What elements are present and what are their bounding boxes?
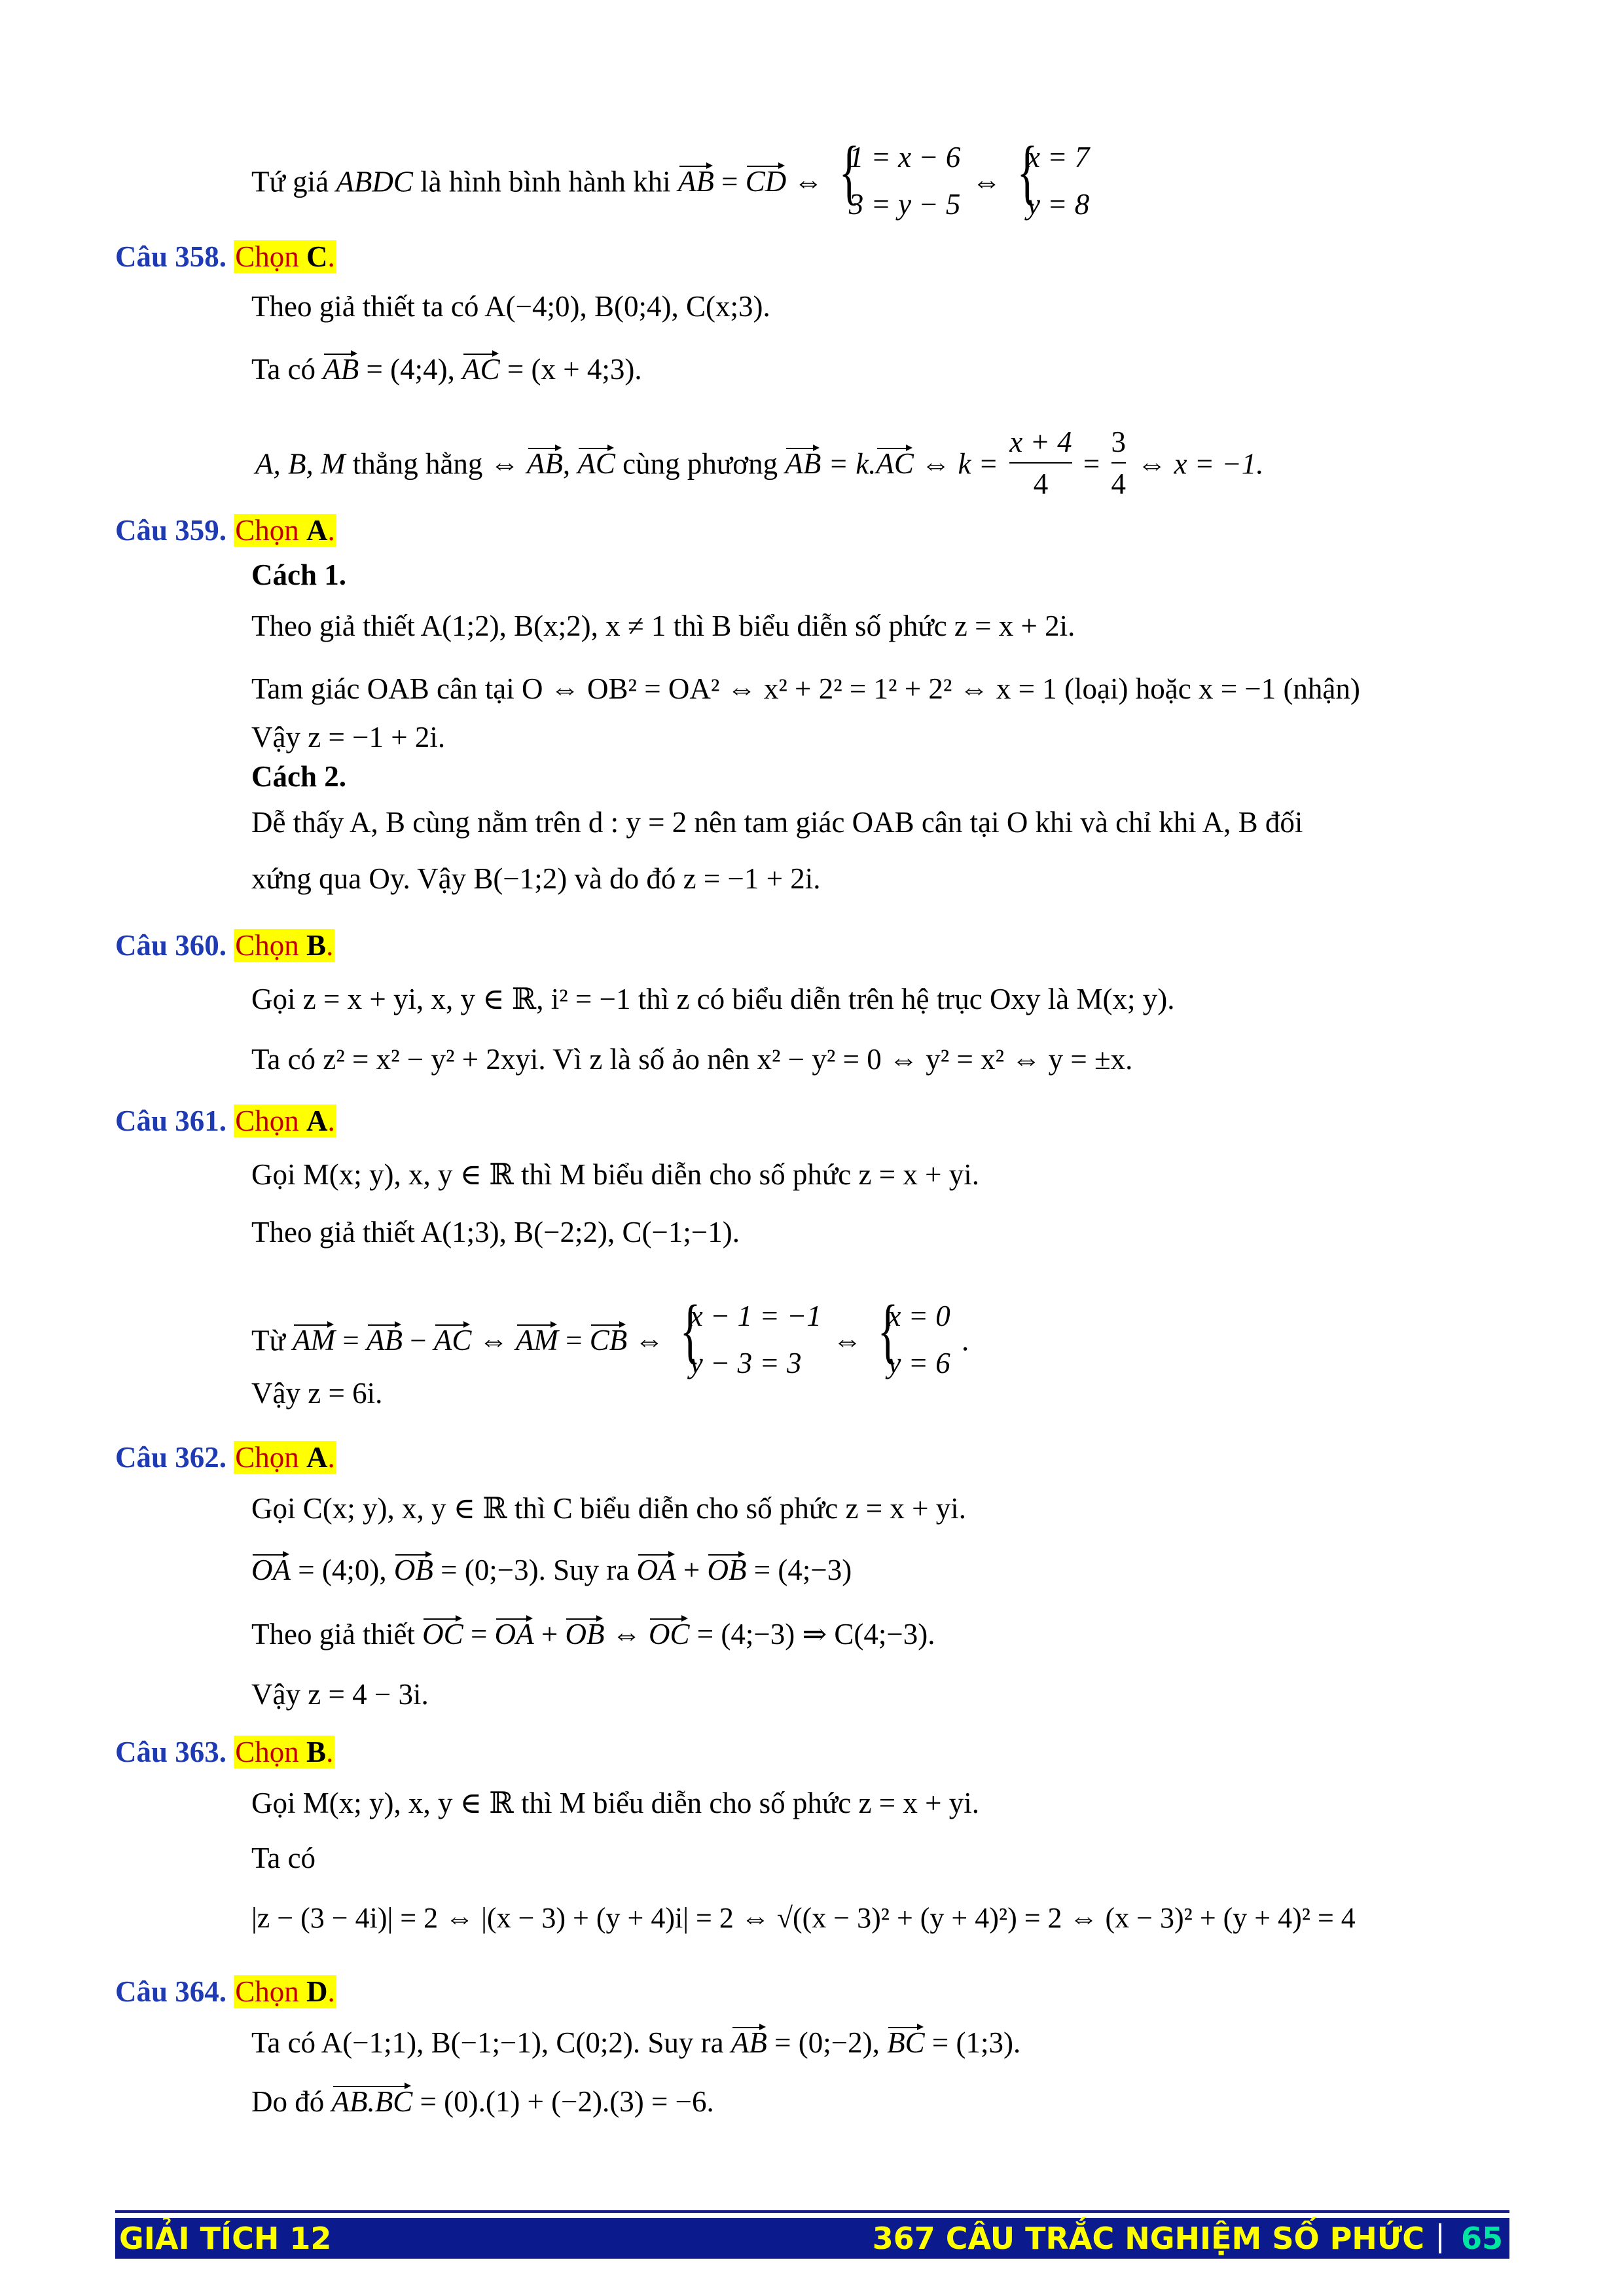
answer-choice: Chọn B. <box>235 929 334 962</box>
system-row: y − 3 = 3 <box>689 1347 802 1379</box>
q363-line-2: Ta có <box>251 1842 316 1874</box>
q360-line-2: Ta có z² = x² − y² + 2xyi. Vì z là số ảo nên x² − y² = 0 ⇔ y² = x² ⇔ y = ±x. <box>251 1043 1133 1076</box>
answer-choice: Chọn D. <box>235 1975 335 2008</box>
q363-line-1: Gọi M(x; y), x, y ∈ ℝ thì M biểu diễn cho số phức z = x + yi. <box>251 1787 979 1819</box>
question-363-header <box>115 1732 334 1772</box>
q364-line-2: Do đó AB.BC = (0).(1) + (−2).(3) = −6. <box>251 2082 714 2121</box>
intro-line: Tứ giá ABDC là hình bình hành khi AB = CD ⇔ { 1 = x − 6 3 = y − 5 ⇔ { x = 7 y = 8 <box>251 137 1093 232</box>
q359-line-5: xứng qua Oy. Vậy B(−1;2) và do đó z = −1 + 2i. <box>251 862 821 895</box>
vector-am: AM <box>293 1321 335 1360</box>
method-1-label: Cách 1. <box>251 558 346 591</box>
question-364-header <box>115 1972 336 2011</box>
vector-cb: CB <box>590 1321 628 1360</box>
vector-ob: OB <box>565 1614 604 1654</box>
q359-line-2: Tam giác OAB cân tại O ⇔ OB² = OA² ⇔ x² + 2² = 1² + 2² ⇔ x = 1 (loại) hoặc x = −1 (nhận) <box>251 672 1360 705</box>
q364-line-1: Ta có A(−1;1), B(−1;−1), C(0;2). Suy ra AB = (0;−2), BC = (1;3). <box>251 2023 1020 2062</box>
vector-oa: OA <box>251 1550 291 1590</box>
system-row: y = 8 <box>1026 188 1090 221</box>
footer-title: 367 CÂU TRẮC NGHIỆM SỐ PHỨC <box>872 2221 1424 2256</box>
q361-line-4: Vậy z = 6i. <box>251 1377 383 1410</box>
footer-separator <box>1439 2223 1441 2253</box>
vector-ab: AB <box>367 1321 403 1360</box>
question-number: Câu 359. <box>115 514 227 547</box>
q361-line-2: Theo giả thiết A(1;3), B(−2;2), C(−1;−1). <box>251 1216 740 1248</box>
question-359-header <box>115 511 336 550</box>
footer-subject: GIẢI TÍCH 12 <box>119 2221 332 2256</box>
q359-line-3: Vậy z = −1 + 2i. <box>251 721 446 754</box>
answer-choice: Chọn A. <box>235 1441 335 1474</box>
q358-line-2: Ta có AB = (4;4), AC = (x + 4;3). <box>251 350 642 389</box>
system-row: y = 6 <box>888 1347 950 1379</box>
vector-ob: OB <box>707 1550 746 1590</box>
q358-line-3: A, B, M thẳng hằng ⇔ AB, AC cùng phương AB = k.AC ⇔ k = $\frac{x + 4}{4}$ = $\frac{3}{4}$ ⇔ x = −1. <box>255 426 1263 508</box>
question-number: Câu 363. <box>115 1736 227 1768</box>
system-2 <box>1013 134 1089 228</box>
vector-ab: AB <box>678 162 714 201</box>
system-row: { 1 = x − 6 <box>848 141 961 173</box>
answer-choice: Chọn A. <box>235 1104 335 1137</box>
vector-am: AM <box>516 1321 558 1360</box>
system-2 <box>873 1292 950 1387</box>
q362-line-1: Gọi C(x; y), x, y ∈ ℝ thì C biểu diễn cho số phức z = x + yi. <box>251 1492 966 1525</box>
vector-ab: AB <box>785 444 821 483</box>
question-358-header <box>115 237 336 276</box>
system-row: { x = 0 <box>888 1300 950 1332</box>
q362-line-2: OA = (4;0), OB = (0;−3). Suy ra OA + OB = (4;−3) <box>251 1550 852 1590</box>
answer-choice: Chọn A. <box>235 514 335 547</box>
vector-ac: AC <box>876 444 914 483</box>
question-number: Câu 364. <box>115 1975 227 2008</box>
method-2-label: Cách 2. <box>251 760 346 793</box>
q361-line-1: Gọi M(x; y), x, y ∈ ℝ thì M biểu diễn cho số phức z = x + yi. <box>251 1158 979 1191</box>
vector-ab: AB <box>527 444 563 483</box>
question-number: Câu 360. <box>115 929 227 962</box>
q359-line-4: Dễ thấy A, B cùng nằm trên d : y = 2 nên tam giác OAB cân tại O khi và chỉ khi A, B đối <box>251 806 1303 839</box>
fraction-2: $\frac{3}{4}$ <box>1111 422 1127 504</box>
q358-line-1: Theo giả thiết ta có A(−4;0), B(0;4), C(x;3). <box>251 290 770 323</box>
question-number: Câu 361. <box>115 1104 227 1137</box>
page-number: 65 <box>1460 2221 1503 2256</box>
vector-cd: CD <box>746 162 787 201</box>
question-number: Câu 362. <box>115 1441 227 1474</box>
answer-choice: Chọn C. <box>235 240 335 273</box>
vector-oc: OC <box>649 1614 690 1654</box>
vector-oc: OC <box>422 1614 463 1654</box>
question-number: Câu 358. <box>115 240 227 273</box>
vector-ab: AB <box>731 2023 767 2062</box>
vector-ob: OB <box>394 1550 433 1590</box>
vector-bc: BC <box>887 2023 925 2062</box>
page-footer <box>115 2218 1509 2259</box>
intro-text: Tứ giá <box>251 165 329 198</box>
vector-ab: AB <box>323 350 359 389</box>
footer-rule <box>115 2210 1509 2213</box>
system-1 <box>676 1292 821 1387</box>
q360-line-1: Gọi z = x + yi, x, y ∈ ℝ, i² = −1 thì z có biểu diễn trên hệ trục Oxy là M(x; y). <box>251 983 1175 1015</box>
intro-text-2: là hình bình hành khi <box>420 165 671 198</box>
q362-line-3: Theo giả thiết OC = OA + OB ⇔ OC = (4;−3) ⇒ C(4;−3). <box>251 1614 935 1654</box>
q359-line-1: Theo giả thiết A(1;2), B(x;2), x ≠ 1 thì B biểu diễn số phức z = x + 2i. <box>251 610 1075 642</box>
vector-oa: OA <box>495 1614 534 1654</box>
system-row: 3 = y − 5 <box>848 188 961 221</box>
system-row: { x − 1 = −1 <box>689 1300 821 1332</box>
vector-oa: OA <box>637 1550 676 1590</box>
system-row: { x = 7 <box>1026 141 1090 173</box>
vector-ab-dot-bc: AB.BC <box>332 2082 413 2121</box>
vector-ac: AC <box>462 350 500 389</box>
question-362-header <box>115 1438 336 1477</box>
q361-line-3: Từ AM = AB − AC ⇔ AM = CB ⇔ { x − 1 = −1 y − 3 = 3 ⇔ { x = 0 y = 6 . <box>251 1296 969 1391</box>
q362-line-4: Vậy z = 4 − 3i. <box>251 1678 429 1711</box>
question-361-header <box>115 1101 336 1140</box>
fraction-1: $\frac{x + 4}{4}$ <box>1009 422 1072 504</box>
q363-line-3: |z − (3 − 4i)| = 2 ⇔ |(x − 3) + (y + 4)i| = 2 ⇔ √((x − 3)² + (y + 4)²) = 2 ⇔ (x − 3)² + (y + 4)² = 4 <box>251 1902 1356 1934</box>
vector-ac: AC <box>577 444 615 483</box>
vector-ac: AC <box>434 1321 472 1360</box>
question-360-header <box>115 926 334 965</box>
system-1 <box>835 134 961 228</box>
intro-quad: ABDC <box>336 165 413 198</box>
answer-choice: Chọn B. <box>235 1736 334 1768</box>
